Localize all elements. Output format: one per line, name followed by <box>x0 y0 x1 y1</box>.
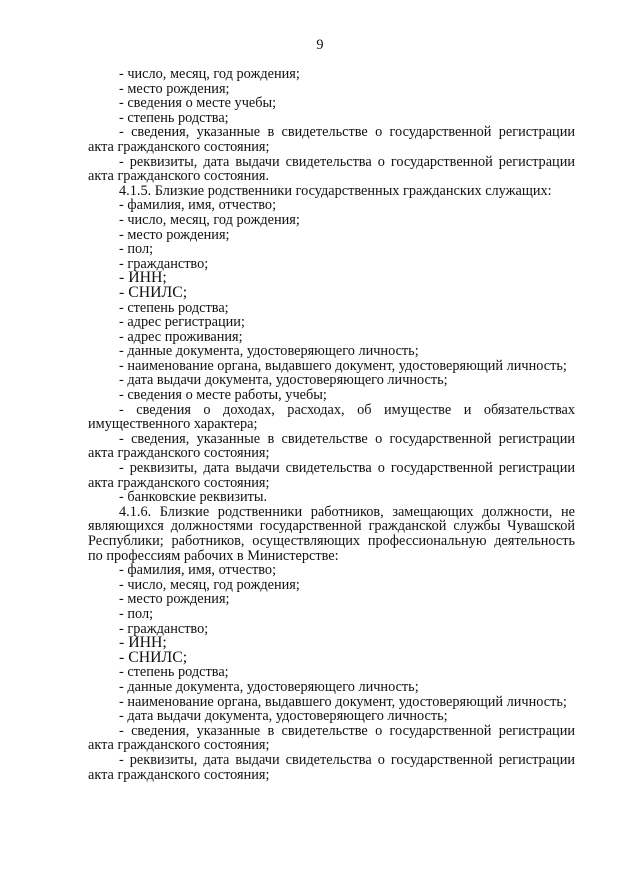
list-item: - дата выдачи документа, удостоверяющего личность; <box>119 372 448 389</box>
list-item: - степень родства; <box>119 109 229 126</box>
list-item: - СНИЛС; <box>119 283 188 301</box>
list-item: - число, месяц, год рождения; <box>119 576 300 593</box>
list-item: - степень родства; <box>119 299 229 316</box>
list-item: - наименование органа, выдавшего документ, удостоверяющий личность; <box>119 357 567 374</box>
list-item: - наименование органа, выдавшего документ, удостоверяющий личность; <box>119 693 567 710</box>
list-item: - место рождения; <box>119 80 230 97</box>
list-item: - сведения, указанные в свидетельстве о государственной регистрации акта гражданского состояния; <box>88 722 575 754</box>
list-item: - дата выдачи документа, удостоверяющего личность; <box>119 708 448 725</box>
list-item: - гражданство; <box>119 255 209 272</box>
list-item: - число, месяц, год рождения; <box>119 66 300 82</box>
list-item: - число, месяц, год рождения; <box>119 211 300 228</box>
list-item: - ИНН; <box>119 634 167 652</box>
list-item: - данные документа, удостоверяющего личность; <box>119 343 419 360</box>
list-item: - сведения, указанные в свидетельстве о государственной регистрации акта гражданского состояния; <box>88 124 575 155</box>
list-item: - место рождения; <box>119 591 230 608</box>
list-item: - сведения, указанные в свидетельстве о государственной регистрации акта гражданского состояния; <box>88 430 575 462</box>
list-item: - степень родства; <box>119 664 229 681</box>
list-item: - фамилия, имя, отчество; <box>119 197 277 214</box>
list-item: - банковские реквизиты. <box>119 489 268 506</box>
list-item: - реквизиты, дата выдачи свидетельства о государственной регистрации акта гражданского состояния; <box>88 751 575 783</box>
list-item: - сведения о месте учебы; <box>119 95 277 112</box>
list-item: - гражданство; <box>119 620 209 637</box>
section-paragraph: 4.1.5. Близкие родственники государственных гражданских служащих: <box>119 182 552 199</box>
section-paragraph: 4.1.6. Близкие родственники работников, замещающих должности, не являющихся должностями государственной гражданской службы Чувашской Республики; работников, осуществляющих профессиональную деятельность по профессиям рабочих в Министерстве: <box>88 503 575 564</box>
list-item: - пол; <box>119 605 154 622</box>
list-item: - адрес регистрации; <box>119 314 245 331</box>
list-item: - СНИЛС; <box>119 648 188 666</box>
list-item: - место рождения; <box>119 226 230 243</box>
list-item: - данные документа, удостоверяющего личность; <box>119 678 419 695</box>
list-item: - реквизиты, дата выдачи свидетельства о государственной регистрации акта гражданского состояния; <box>88 460 575 491</box>
list-item: - ИНН; <box>119 269 167 287</box>
list-item: - фамилия, имя, отчество; <box>119 562 277 579</box>
list-item: - реквизиты, дата выдачи свидетельства о государственной регистрации акта гражданского состояния. <box>88 153 575 185</box>
list-item: - сведения о доходах, расходах, об имуществе и обязательствах имущественного характера; <box>88 401 575 433</box>
list-item: - сведения о месте работы, учебы; <box>119 387 327 404</box>
list-item: - пол; <box>119 241 154 258</box>
document-body <box>88 67 575 782</box>
list-item: - адрес проживания; <box>119 328 243 345</box>
page-number: 9 <box>316 37 324 53</box>
